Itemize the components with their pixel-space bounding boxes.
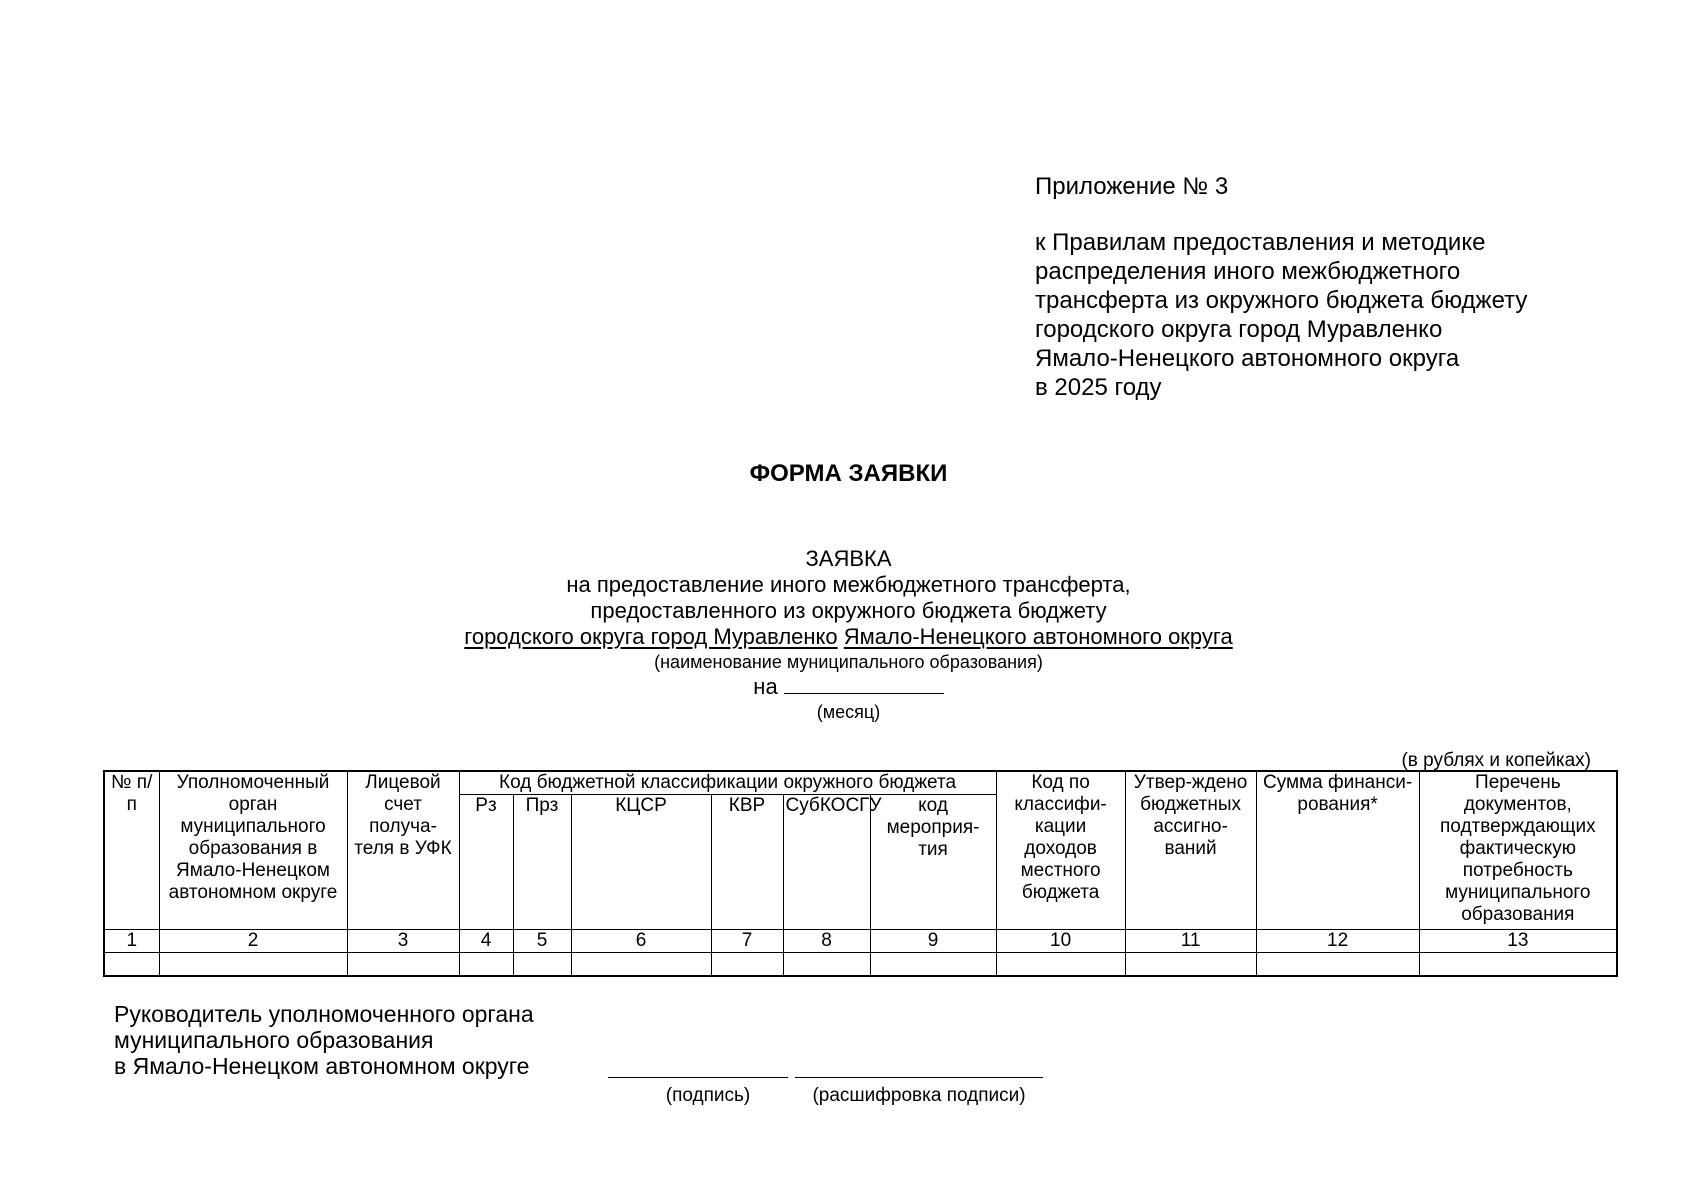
signature-block: [114, 1001, 534, 1079]
table-cell[interactable]: [996, 953, 1125, 977]
appendix-line: распределения иного межбюджетного: [1035, 258, 1461, 285]
column-number: 4: [459, 930, 513, 953]
decoding-hint: (расшифровка подписи): [812, 1085, 1026, 1106]
signature-line: Руководитель уполномоченного органа: [114, 1001, 534, 1027]
signature-line: в Ямало-Ненецком автономном округе: [114, 1053, 530, 1079]
header-kcsr: КЦСР: [571, 795, 711, 930]
table-cell[interactable]: [1125, 953, 1256, 977]
header-documents: Перечень документов, подтверждающих фактическую потребность муниципального образования: [1419, 771, 1617, 930]
municipality-name: [0, 624, 1697, 650]
column-number: 1: [104, 930, 159, 953]
signature-line: муниципального образования: [114, 1027, 434, 1053]
table-cell[interactable]: [783, 953, 870, 977]
appendix-line: к Правилам предоставления и методике: [1035, 229, 1486, 256]
column-number: 3: [347, 930, 459, 953]
table-cell[interactable]: [870, 953, 996, 977]
on-label: на: [753, 674, 778, 699]
municipality-part-2: Ямало-Ненецкого автономного округа: [843, 624, 1233, 649]
header-kvr: КВР: [711, 795, 783, 930]
month-field: [0, 674, 1697, 700]
appendix-line: в 2025 году: [1035, 374, 1162, 401]
header-rz: Рз: [459, 795, 513, 930]
municipality-hint: (наименование муниципального образования): [654, 652, 1043, 672]
header-authority: Уполномоченный орган муниципального образования в Ямало-Ненецком автономном округе: [159, 771, 347, 930]
signature-hint: (подпись): [665, 1085, 751, 1106]
column-number: 10: [996, 930, 1125, 953]
header-event-code: код мероприя-тия: [870, 795, 996, 930]
table-cell[interactable]: [571, 953, 711, 977]
header-no: № п/п: [104, 771, 159, 930]
appendix-line: городского округа город Муравленко: [1035, 316, 1443, 343]
column-number: 5: [513, 930, 571, 953]
table-cell[interactable]: [104, 953, 159, 977]
header-approved: Утвер-ждено бюджетных ассигно-ваний: [1125, 771, 1256, 930]
header-financing: Сумма финанси-рования*: [1256, 771, 1419, 930]
header-local-income: Код по классифи-кации доходов местного бюджета: [996, 771, 1125, 930]
column-number: 7: [711, 930, 783, 953]
table-cell[interactable]: [459, 953, 513, 977]
table-cell[interactable]: [513, 953, 571, 977]
table-cell[interactable]: [1256, 953, 1419, 977]
header-prz: Прз: [513, 795, 571, 930]
column-number: 13: [1419, 930, 1617, 953]
month-blank[interactable]: [784, 675, 944, 694]
form-title: ФОРМА ЗАЯВКИ: [749, 460, 948, 487]
signature-decoding-blank[interactable]: [795, 1077, 1043, 1078]
municipality-part-1: городского округа город Муравленко: [464, 624, 838, 649]
table-cell[interactable]: [159, 953, 347, 977]
header-budget-code-group: Код бюджетной классификации окружного бюджета: [459, 771, 996, 795]
column-number: 11: [1125, 930, 1256, 953]
units-note: (в рублях и копейках): [1401, 750, 1591, 771]
table-cell[interactable]: [347, 953, 459, 977]
appendix-block: [1035, 172, 1655, 402]
signature-blank[interactable]: [608, 1077, 788, 1078]
appendix-number: Приложение № 3: [1035, 173, 1229, 200]
request-table: [103, 770, 1618, 977]
column-number: 12: [1256, 930, 1419, 953]
appendix-line: трансферта из окружного бюджета бюджету: [1035, 287, 1528, 314]
request-line-1: на предоставление иного межбюджетного трансферта,: [566, 572, 1131, 597]
request-line-2: предоставленного из окружного бюджета бюджету: [590, 598, 1107, 623]
table-cell[interactable]: [1419, 953, 1617, 977]
column-number: 6: [571, 930, 711, 953]
column-number: 8: [783, 930, 870, 953]
request-title: ЗАЯВКА: [805, 546, 892, 571]
header-subkosgu: СубКОСГУ: [783, 795, 870, 930]
table-row: [104, 953, 1617, 977]
column-number: 2: [159, 930, 347, 953]
column-number: 9: [870, 930, 996, 953]
appendix-line: Ямало-Ненецкого автономного округа: [1035, 345, 1460, 372]
column-numbers-row: [104, 930, 1617, 953]
table-cell[interactable]: [711, 953, 783, 977]
month-hint: (месяц): [816, 702, 881, 722]
header-account: Лицевой счет получа-теля в УФК: [347, 771, 459, 930]
